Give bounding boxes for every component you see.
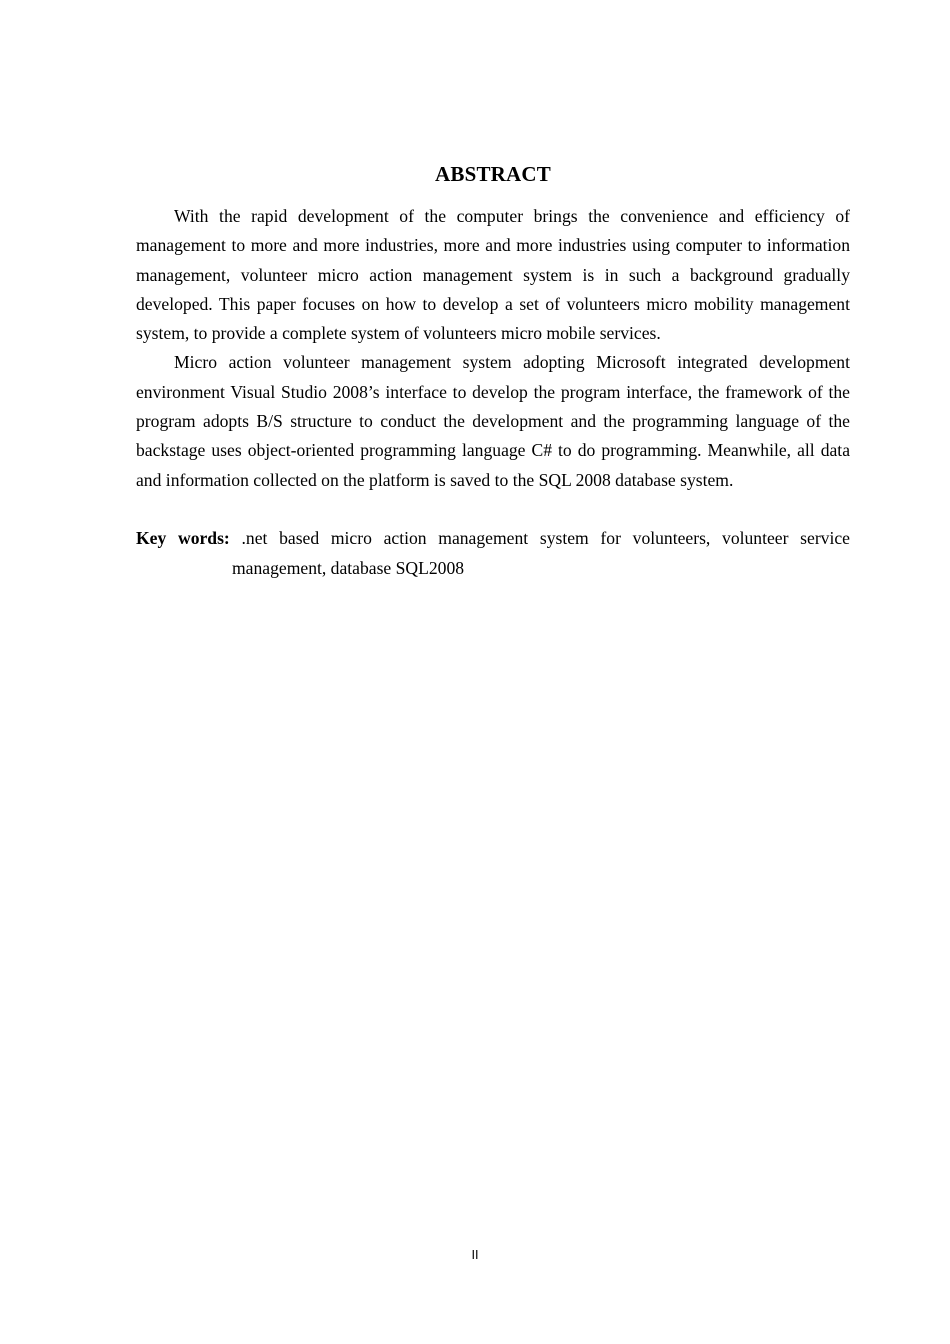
abstract-title: ABSTRACT: [435, 162, 551, 186]
abstract-paragraph-2: Micro action volunteer management system adopting Microsoft integrated development environment Visual Studio 2008’s interface to develop the program interface, the framework of the program adopts B/S structure to conduct the development and the programming language of the backstage uses object-oriented programming language C# to do programming. Meanwhile, all data and information collected on the platform is saved to the SQL 2008 database system.: [136, 352, 850, 490]
page-number: II: [471, 1248, 479, 1262]
abstract-paragraph-1: With the rapid development of the computer brings the convenience and efficiency of management to more and more industries, more and more industries using computer to information management, volunteer micro action management system is in such a background gradually developed. This paper focuses on how to develop a set of volunteers micro mobility management system, to provide a complete system of volunteers micro mobile services.: [136, 206, 850, 344]
keywords-text: .net based micro action management system for volunteers, volunteer service management, database SQL2008: [229, 528, 850, 578]
keywords-label: Key words:: [136, 528, 230, 549]
keywords-line: [136, 524, 850, 583]
page-content: [136, 158, 850, 583]
